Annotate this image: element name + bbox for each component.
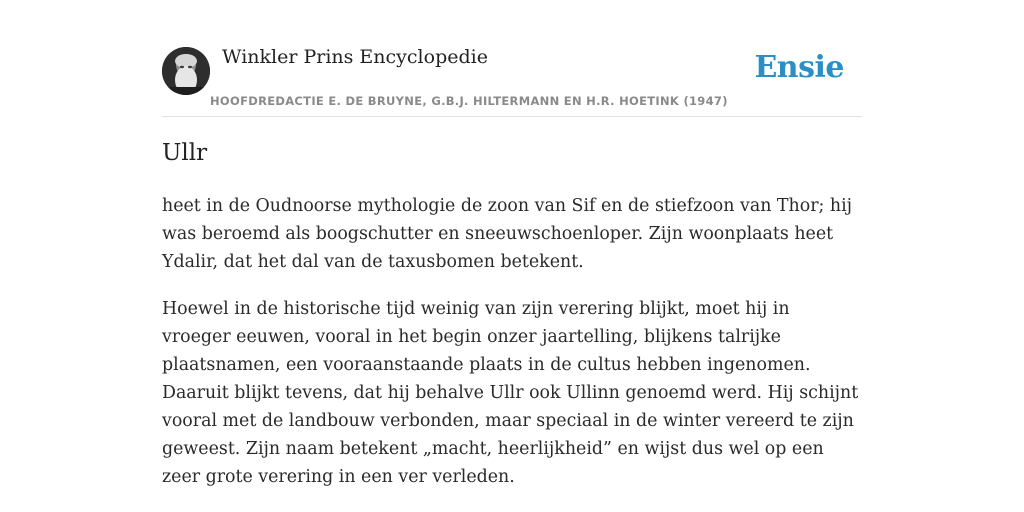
portrait-image <box>162 47 210 95</box>
article-paragraph: heet in de Oudnoorse mythologie de zoon van Sif en de stiefzoon van Thor; hij was beroemd als boogschutter en sneeuwschoenloper. Zijn woonplaats heet Ydalir, dat het dal van de taxusbomen betekent. <box>162 196 853 272</box>
ensie-logo-link[interactable]: Ensie <box>754 50 844 85</box>
header <box>162 40 862 117</box>
article-body <box>162 192 862 510</box>
editor-portrait-avatar <box>162 47 210 95</box>
article-title: Ullr <box>162 140 208 166</box>
editors-line: HOOFDREDACTIE E. DE BRUYNE, G.B.J. HILTERMANN EN H.R. HOETINK (1947) <box>210 94 728 108</box>
book-title[interactable]: Winkler Prins Encyclopedie <box>222 46 488 68</box>
article-paragraph: Hoewel in de historische tijd weinig van zijn verering blijkt, moet hij in vroeger eeuwen, vooral in het begin onzer jaartelling, blijkens talrijke plaatsnamen, een vooraanstaande plaats in de cultus hebben ingenomen. Daaruit blijkt tevens, dat hij behalve Ullr ook Ullinn genoemd werd. Hij schijnt vooral met de landbouw verbonden, maar speciaal in de winter vereerd te zijn geweest. Zijn naam betekent „macht, heerlijkheid” en wijst dus wel op een zeer grote verering in een ver verleden. <box>162 299 859 487</box>
